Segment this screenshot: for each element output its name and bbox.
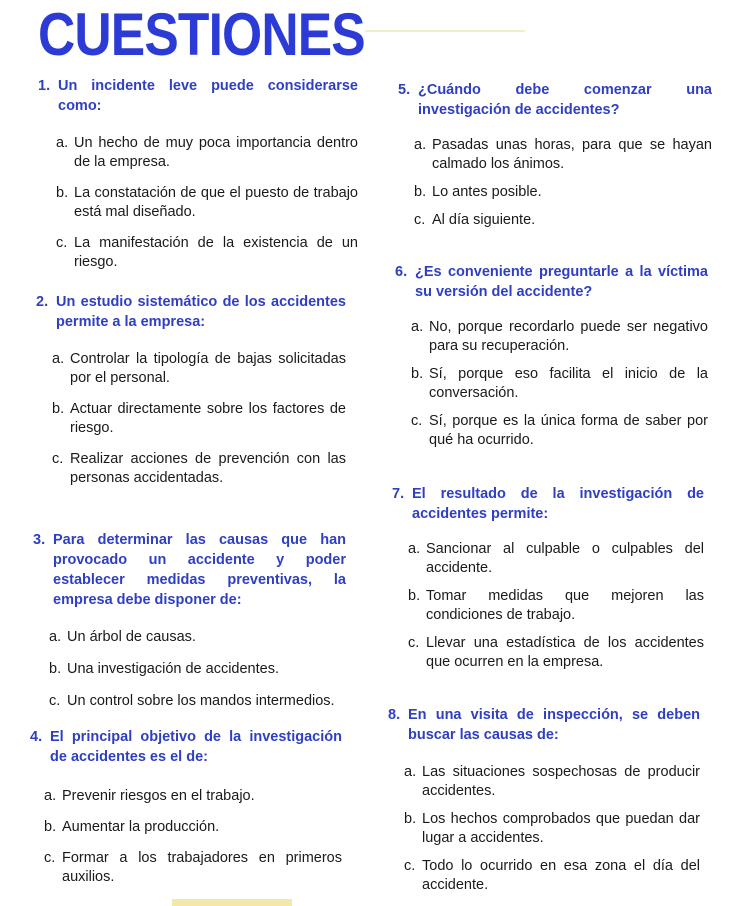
question-number: 5.	[398, 82, 411, 98]
option-b	[56, 184, 358, 222]
option-c	[404, 857, 700, 895]
option-letter: a.	[414, 137, 427, 153]
question-number: 2.	[36, 294, 49, 310]
option-b	[411, 365, 708, 403]
option-list	[49, 628, 346, 711]
option-a	[52, 350, 346, 388]
question-8	[388, 705, 700, 895]
option-c	[56, 234, 358, 272]
option-b	[408, 587, 704, 625]
option-letter: b.	[44, 819, 57, 835]
option-list	[404, 763, 700, 895]
option-letter: b.	[404, 811, 417, 827]
option-list	[52, 350, 346, 488]
option-text: Una investigación de accidentes.	[67, 661, 279, 677]
option-c	[52, 450, 346, 488]
question-text: Para determinar las causas que han provocado un accidente y poder establecer medidas preventivas, la empresa debe disponer de:	[53, 532, 346, 608]
option-text: Formar a los trabajadores en primeros auxilios.	[62, 850, 342, 885]
option-list	[411, 318, 708, 450]
question-number: 6.	[395, 264, 408, 280]
option-a	[49, 628, 346, 647]
option-text: Actuar directamente sobre los factores de riesgo.	[70, 401, 346, 436]
option-a	[411, 318, 708, 356]
question-heading	[388, 705, 700, 745]
option-text: No, porque recordarlo puede ser negativo para su recuperación.	[429, 319, 708, 354]
option-text: Llevar una estadística de los accidentes que ocurren en la empresa.	[426, 635, 704, 670]
option-text: Los hechos comprobados que puedan dar lugar a accidentes.	[422, 811, 700, 846]
option-text: Controlar la tipología de bajas solicitadas por el personal.	[70, 351, 346, 386]
option-b	[44, 818, 342, 837]
question-number: 1.	[38, 78, 51, 94]
option-letter: c.	[44, 850, 56, 866]
option-text: Las situaciones sospechosas de producir accidentes.	[422, 764, 700, 799]
decorative-rule	[365, 30, 525, 32]
question-number: 3.	[33, 532, 46, 548]
option-c	[408, 634, 704, 672]
option-letter: a.	[52, 351, 65, 367]
option-a	[414, 136, 712, 174]
question-number: 8.	[388, 707, 401, 723]
option-a	[404, 763, 700, 801]
option-text: Sancionar al culpable o culpables del accidente.	[426, 541, 704, 576]
question-heading	[395, 262, 708, 302]
option-letter: b.	[52, 401, 65, 417]
option-text: Aumentar la producción.	[62, 819, 220, 835]
option-text: La constatación de que el puesto de trabajo está mal diseñado.	[74, 185, 358, 220]
option-letter: b.	[408, 588, 421, 604]
question-1	[38, 76, 358, 272]
option-letter: b.	[414, 184, 427, 200]
option-b	[49, 660, 346, 679]
option-text: La manifestación de la existencia de un riesgo.	[74, 235, 358, 270]
option-text: Sí, porque eso facilita el inicio de la conversación.	[429, 366, 708, 401]
decorative-bar	[172, 899, 292, 906]
option-letter: a.	[404, 764, 417, 780]
option-letter: c.	[411, 413, 423, 429]
option-letter: c.	[414, 212, 426, 228]
option-letter: c.	[408, 635, 420, 651]
question-heading	[36, 292, 346, 332]
question-text: ¿Es conveniente preguntarle a la víctima su versión del accidente?	[415, 264, 708, 300]
option-list	[414, 136, 712, 230]
option-b	[404, 810, 700, 848]
option-letter: a.	[56, 135, 69, 151]
question-7	[392, 484, 704, 672]
option-a	[44, 787, 342, 806]
question-number: 7.	[392, 486, 405, 502]
option-letter: c.	[404, 858, 416, 874]
option-letter: a.	[44, 788, 57, 804]
question-heading	[30, 727, 342, 767]
question-text: ¿Cuándo debe comenzar una investigación de accidentes?	[418, 82, 712, 118]
question-heading	[33, 530, 346, 610]
option-text: Sí, porque es la única forma de saber por qué ha ocurrido.	[429, 413, 708, 448]
question-text: En una visita de inspección, se deben buscar las causas de:	[408, 707, 700, 743]
option-a	[408, 540, 704, 578]
option-b	[414, 183, 712, 202]
option-letter: a.	[49, 629, 62, 645]
page-title: CUESTIONES	[38, 1, 365, 68]
option-a	[56, 134, 358, 172]
option-text: Todo lo ocurrido en esa zona el día del accidente.	[422, 858, 700, 893]
option-list	[408, 540, 704, 672]
option-letter: b.	[56, 185, 69, 201]
option-letter: c.	[52, 451, 64, 467]
question-text: El principal objetivo de la investigación de accidentes es el de:	[50, 729, 342, 765]
question-number: 4.	[30, 729, 43, 745]
option-list	[56, 134, 358, 272]
option-text: Lo antes posible.	[432, 184, 542, 200]
option-letter: c.	[56, 235, 68, 251]
option-c	[44, 849, 342, 887]
option-letter: c.	[49, 693, 61, 709]
option-c	[49, 692, 346, 711]
question-4	[30, 727, 342, 887]
option-text: Realizar acciones de prevención con las personas accidentadas.	[70, 451, 346, 486]
question-heading	[398, 80, 712, 120]
option-letter: b.	[49, 661, 62, 677]
question-text: El resultado de la investigación de accidentes permite:	[412, 486, 704, 522]
option-b	[52, 400, 346, 438]
option-text: Prevenir riesgos en el trabajo.	[62, 788, 255, 804]
question-3	[33, 530, 346, 711]
option-letter: b.	[411, 366, 424, 382]
option-text: Pasadas unas horas, para que se hayan calmado los ánimos.	[432, 137, 712, 172]
question-heading	[38, 76, 358, 116]
option-letter: a.	[411, 319, 424, 335]
question-text: Un estudio sistemático de los accidentes permite a la empresa:	[56, 294, 346, 330]
option-text: Tomar medidas que mejoren las condiciones de trabajo.	[426, 588, 704, 623]
option-text: Un hecho de muy poca importancia dentro de la empresa.	[74, 135, 358, 170]
question-heading	[392, 484, 704, 524]
option-letter: a.	[408, 541, 421, 557]
question-text: Un incidente leve puede considerarse como:	[58, 78, 358, 114]
question-6	[395, 262, 708, 450]
option-text: Al día siguiente.	[432, 212, 536, 228]
option-c	[414, 211, 712, 230]
question-2	[36, 292, 346, 488]
option-c	[411, 412, 708, 450]
option-text: Un control sobre los mandos intermedios.	[67, 693, 335, 709]
question-5	[398, 80, 712, 230]
option-list	[44, 787, 342, 887]
option-text: Un árbol de causas.	[67, 629, 196, 645]
